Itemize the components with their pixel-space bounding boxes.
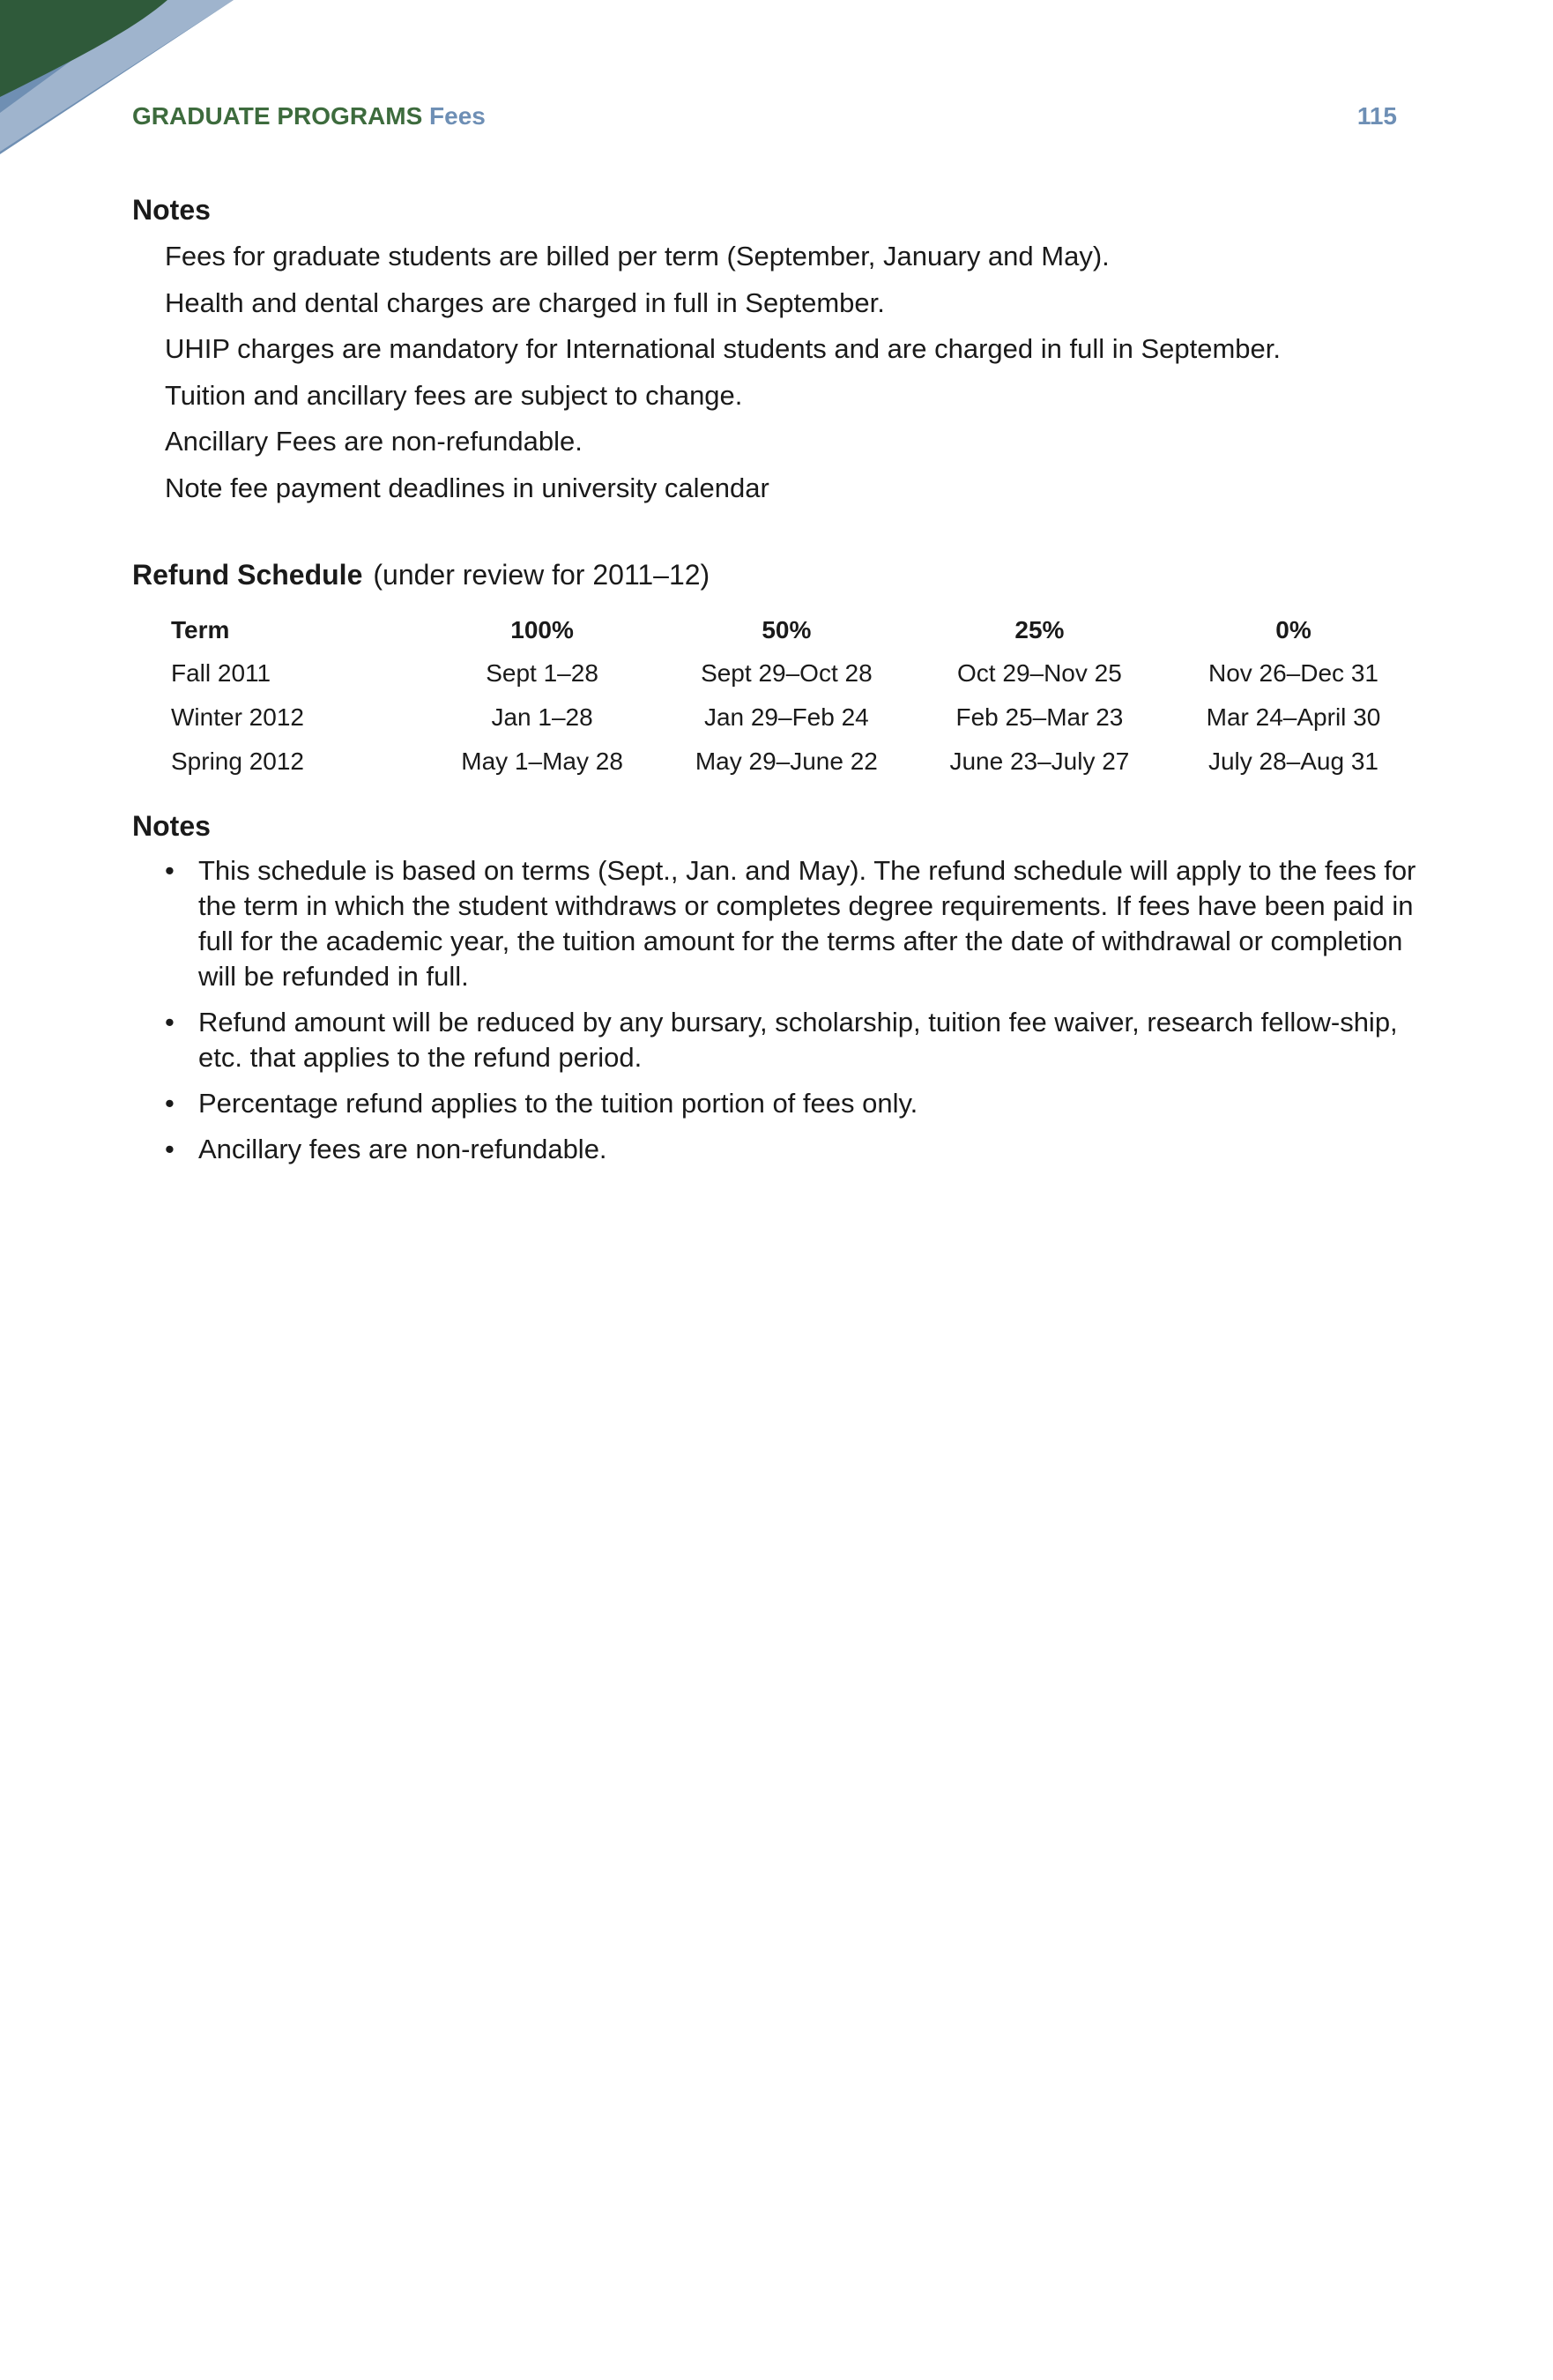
column-header-100: 100% xyxy=(510,616,574,643)
table-row xyxy=(159,695,1421,740)
table-cell: Oct 29–Nov 25 xyxy=(957,659,1122,687)
column-header-0: 0% xyxy=(1275,616,1312,643)
note-item: UHIP charges are mandatory for International students and are charged in full in September. xyxy=(165,333,1281,365)
bullet-icon: • xyxy=(165,1088,175,1119)
notes2-heading: Notes xyxy=(132,810,211,842)
refund-schedule-aside: (under review for 2011–12) xyxy=(373,559,710,591)
page-number: 115 xyxy=(1356,102,1397,130)
note-item: Tuition and ancillary fees are subject to change. xyxy=(165,379,743,411)
refund-schedule-table xyxy=(159,609,1421,784)
corner-decoration xyxy=(0,0,247,159)
table-cell: Jan 1–28 xyxy=(491,703,593,731)
table-cell: Sept 1–28 xyxy=(486,659,598,687)
table-cell: July 28–Aug 31 xyxy=(1207,747,1378,775)
table-row xyxy=(159,651,1421,695)
table-cell: Jan 29–Feb 24 xyxy=(703,703,869,731)
notes-heading: Notes xyxy=(132,194,211,226)
table-cell: Sept 29–Oct 28 xyxy=(701,659,873,687)
list-item xyxy=(165,1132,1425,1167)
note-item: Note fee payment deadlines in university calendar xyxy=(165,472,769,503)
list-item xyxy=(165,1005,1425,1075)
table-cell: Winter 2012 xyxy=(171,703,304,731)
table-cell: Fall 2011 xyxy=(171,659,271,687)
table-cell: Mar 24–April 30 xyxy=(1206,703,1381,731)
table-cell: June 23–July 27 xyxy=(949,747,1130,775)
note-item: Ancillary Fees are non-refundable. xyxy=(165,426,583,457)
table-row xyxy=(159,740,1421,784)
refund-notes-list xyxy=(165,853,1425,1178)
bullet-icon: • xyxy=(165,1007,175,1038)
header-subsection: Fees xyxy=(429,102,486,130)
notes-list xyxy=(165,234,1443,512)
table-header-row xyxy=(159,609,1421,651)
bullet-icon: • xyxy=(165,855,175,886)
table-cell: Feb 25–Mar 23 xyxy=(955,703,1124,731)
header-section: GRADUATE PROGRAMS xyxy=(132,102,423,130)
list-item-text: Refund amount will be reduced by any bursary, scholarship, tuition fee waiver, research fellow-ship, etc. that applies to the refund period. xyxy=(198,1007,1398,1073)
refund-schedule-heading xyxy=(132,557,710,592)
table-cell: Spring 2012 xyxy=(171,747,305,775)
table-cell: May 29–June 22 xyxy=(695,747,878,775)
note-item: Health and dental charges are charged in full in September. xyxy=(165,286,885,318)
table-cell: Nov 26–Dec 31 xyxy=(1207,659,1378,687)
column-header-50: 50% xyxy=(762,616,812,643)
running-head xyxy=(132,99,1397,134)
note-item: Fees for graduate students are billed per term (September, January and May). xyxy=(165,241,1110,271)
column-header-term: Term xyxy=(171,616,230,643)
bullet-icon: • xyxy=(165,1134,175,1164)
list-item xyxy=(165,853,1425,994)
refund-schedule-title: Refund Schedule xyxy=(132,559,363,591)
list-item-text: Percentage refund applies to the tuition portion of fees only. xyxy=(198,1088,918,1119)
list-item-text: This schedule is based on terms (Sept., Jan. and May). The refund schedule will apply to the fees for the term in which the student withdraws or completes degree requirements. If fees have been paid in full for the academic year, the tuition amount for the terms after the date of withdrawal or completion will be refunded in full. xyxy=(198,855,1416,992)
table-cell: May 1–May 28 xyxy=(461,747,623,775)
column-header-25: 25% xyxy=(1014,616,1065,643)
list-item-text: Ancillary fees are non-refundable. xyxy=(198,1134,607,1164)
list-item xyxy=(165,1086,1425,1121)
